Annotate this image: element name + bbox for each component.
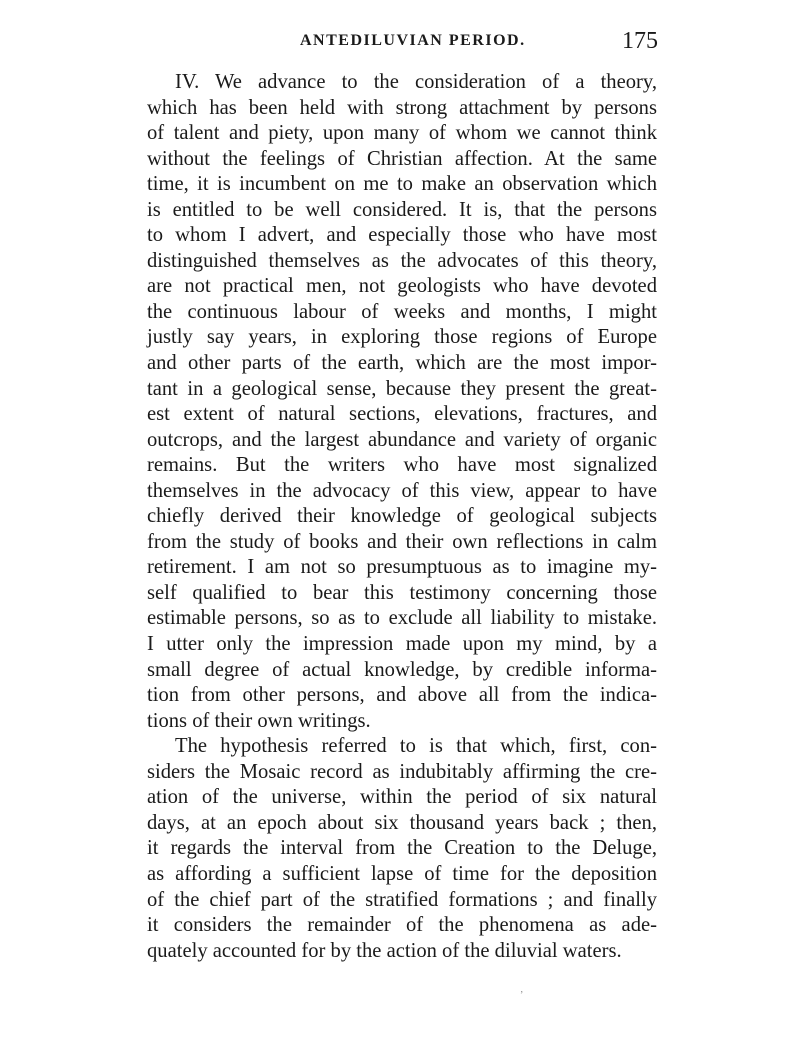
stray-ink-mark: ʼ (520, 990, 524, 1001)
text-line: to whom I advert, and especially those who have most (147, 224, 657, 247)
text-line: I utter only the impression made upon my mind, by a (147, 633, 657, 656)
text-line: without the feelings of Christian affection. At the same (147, 147, 657, 170)
text-line: ation of the universe, within the period of six natural (147, 786, 657, 809)
text-line: chiefly derived their knowledge of geological subjects (147, 505, 657, 528)
text-line: est extent of natural sections, elevations, fractures, and (147, 403, 657, 426)
text-line: it regards the interval from the Creation to the Deluge, (147, 837, 657, 860)
text-line: self qualified to bear this testimony concerning those (147, 581, 657, 604)
text-line: tion from other persons, and above all from the indica- (147, 684, 657, 707)
text-line: justly say years, in exploring those regions of Europe (147, 326, 657, 349)
page-number: 175 (622, 28, 658, 54)
text-line: the continuous labour of weeks and months, I might (147, 300, 657, 323)
text-line: days, at an epoch about six thousand years back ; then, (147, 811, 657, 834)
text-line: as affording a sufficient lapse of time for the deposition (147, 862, 657, 885)
text-line: estimable persons, so as to exclude all liability to mistake. (147, 607, 657, 630)
paragraph (147, 70, 657, 734)
running-title: ANTEDILUVIAN PERIOD. (300, 32, 526, 49)
text-line: small degree of actual knowledge, by credible informa- (147, 658, 657, 681)
text-line: siders the Mosaic record as indubitably affirming the cre- (147, 760, 657, 783)
text-line: remains. But the writers who have most signalized (147, 454, 657, 477)
text-line: quately accounted for by the action of the diluvial waters. (147, 939, 622, 962)
text-line: is entitled to be well considered. It is, that the persons (147, 198, 657, 221)
text-line: from the study of books and their own reflections in calm (147, 530, 657, 553)
text-line: of talent and piety, upon many of whom we cannot think (147, 122, 657, 145)
text-line: are not practical men, not geologists who have devoted (147, 275, 657, 298)
text-line: which has been held with strong attachment by persons (147, 96, 657, 119)
text-line: IV. We advance to the consideration of a theory, (175, 71, 657, 93)
text-line: distinguished themselves as the advocates of this theory, (147, 249, 657, 272)
text-line: of the chief part of the stratified formations ; and finally (147, 888, 657, 911)
text-line: themselves in the advocacy of this view, appear to have (147, 479, 657, 502)
text-line: it considers the remainder of the phenomena as ade- (147, 914, 657, 937)
text-line: tant in a geological sense, because they present the great- (147, 377, 657, 400)
text-line: and other parts of the earth, which are the most impor- (147, 352, 657, 375)
text-line: The hypothesis referred to is that which, first, con- (175, 735, 657, 758)
text-line: time, it is incumbent on me to make an observation which (147, 173, 657, 196)
text-line: outcrops, and the largest abundance and variety of organic (147, 428, 657, 451)
text-line: retirement. I am not so presumptuous as to imagine my- (147, 556, 657, 579)
text-line: tions of their own writings. (147, 709, 371, 732)
body-text (147, 70, 657, 964)
paragraph (147, 734, 657, 964)
